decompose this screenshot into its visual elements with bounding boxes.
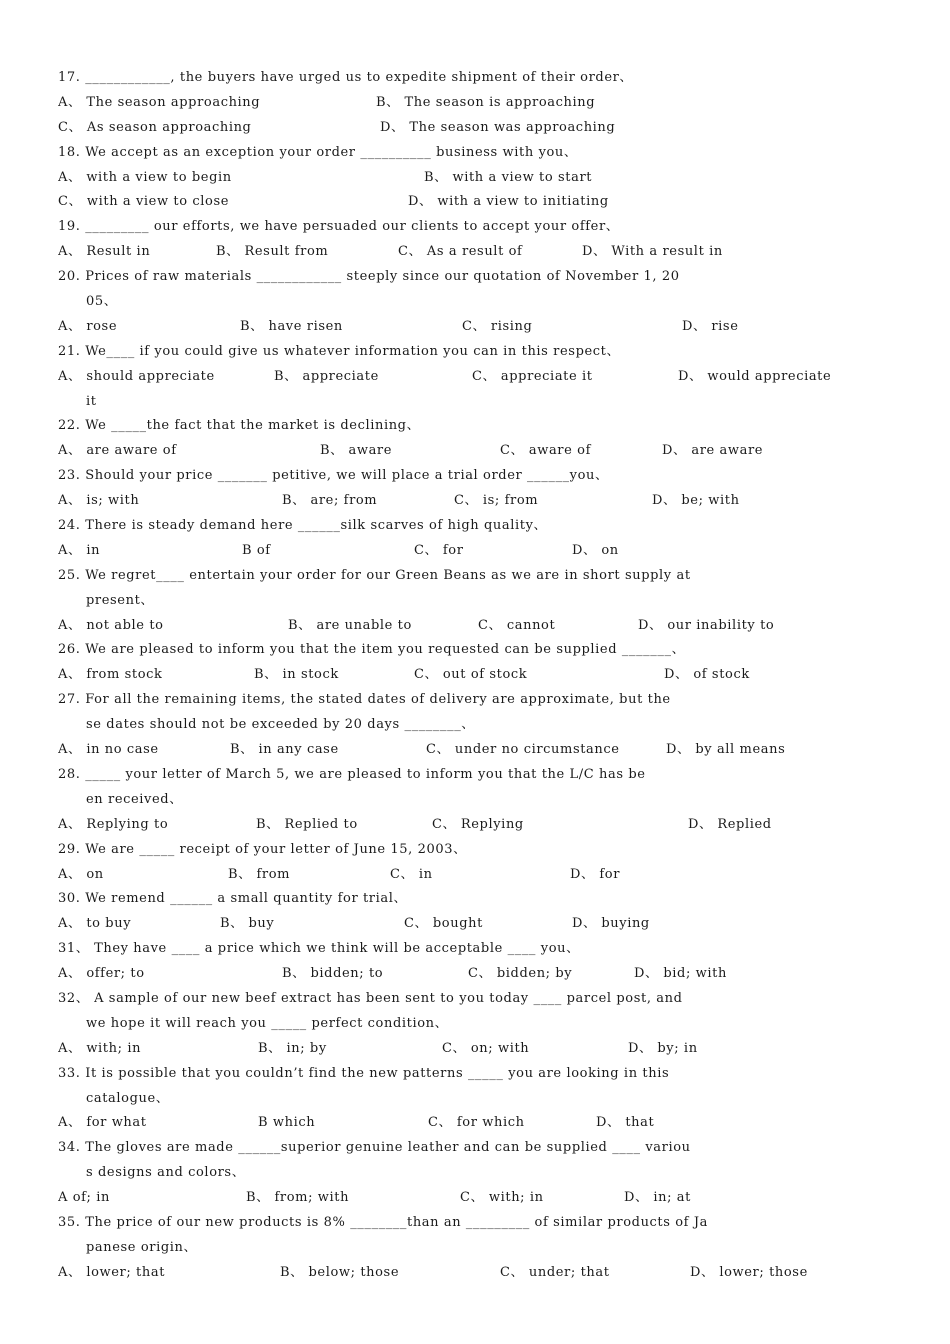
- option-d: D、 lower; those: [690, 1264, 808, 1280]
- option-c: C、 for: [414, 542, 464, 558]
- option-c: C、 on; with: [442, 1040, 530, 1056]
- option-c: C、 for which: [428, 1115, 525, 1131]
- option-a: A、 Result in: [58, 244, 151, 260]
- option-b: B、 from; with: [246, 1190, 350, 1206]
- question-22-options: [58, 439, 900, 464]
- option-b: B、 buy: [220, 916, 275, 932]
- question-24-options: [58, 539, 900, 564]
- option-b: B、 appreciate: [274, 368, 379, 384]
- question-22-stem: 22. We _____the fact that the market is declining、: [58, 418, 421, 434]
- option-c: C、 out of stock: [414, 667, 528, 683]
- question-20-options: [58, 315, 900, 340]
- option-a: A、 to buy: [58, 916, 132, 932]
- option-d: D、 on: [572, 542, 619, 558]
- question-17-options: [58, 91, 900, 116]
- option-b: B、 are unable to: [288, 617, 412, 633]
- option-a: A、 in: [58, 542, 101, 558]
- option-b: B、 are; from: [282, 493, 378, 509]
- option-b: B、 have risen: [240, 318, 343, 334]
- option-d: D、 buying: [572, 916, 650, 932]
- option-c: C、 As a result of: [398, 244, 523, 260]
- option-a: A、 with; in: [58, 1040, 142, 1056]
- question-17-stem: 17. ____________, the buyers have urged us to expedite shipment of their order、: [58, 70, 634, 85]
- question-21-stem: 21. We____ if you could give us whatever information you can in this respect、: [58, 343, 621, 359]
- option-d: D、 in; at: [624, 1190, 691, 1206]
- question-33-options: [58, 1111, 900, 1136]
- option-d: D、 be; with: [652, 493, 740, 509]
- option-a: A、 on: [58, 866, 104, 882]
- option-d: D、 The season was approaching: [380, 119, 616, 135]
- option-d: D、 our inability to: [638, 617, 775, 633]
- question-32-stem-cont: we hope it will reach you _____ perfect condition、: [86, 1015, 449, 1031]
- question-19-stem: 19. _________ our efforts, we have persuaded our clients to accept your offer、: [58, 219, 620, 235]
- option-a: A、 from stock: [58, 667, 163, 683]
- option-b: B of: [242, 542, 271, 558]
- question-30-stem: 30. We remend ______ a small quantity for trial、: [58, 891, 408, 907]
- question-33-stem-cont: catalogue、: [86, 1090, 170, 1106]
- question-18-options-2: [58, 190, 900, 215]
- option-a: A of; in: [58, 1190, 111, 1206]
- option-c: C、 bought: [404, 916, 483, 932]
- option-a: A、 is; with: [58, 493, 140, 509]
- question-21-options: [58, 365, 900, 390]
- option-b: B、 with a view to start: [424, 169, 593, 185]
- question-31-stem: 31、 They have ____ a price which we think will be acceptable ____ you、: [58, 941, 580, 957]
- option-d: D、 of stock: [664, 667, 750, 683]
- option-c: C、 rising: [462, 318, 533, 334]
- option-b: B、 Result from: [216, 244, 329, 260]
- question-34-stem-cont: s designs and colors、: [86, 1165, 246, 1181]
- option-a: A、 offer; to: [58, 966, 145, 982]
- option-d: D、 by; in: [628, 1040, 698, 1056]
- option-a: A、 Replying to: [58, 816, 169, 832]
- question-20-stem: 20. Prices of raw materials ____________ steeply since our quotation of November 1, 20: [58, 269, 680, 285]
- option-c: C、 in: [390, 866, 433, 882]
- option-b: B which: [258, 1115, 316, 1131]
- option-d: D、 Replied: [688, 816, 772, 832]
- question-18-stem: 18. We accept as an exception your order __________ business with you、: [58, 144, 578, 160]
- question-23-stem: 23. Should your price _______ petitive, we will place a trial order ______you、: [58, 468, 609, 484]
- question-28-options: [58, 813, 900, 838]
- option-b: B、 The season is approaching: [376, 94, 596, 110]
- option-b: B、 below; those: [280, 1264, 400, 1280]
- question-32-stem: 32、 A sample of our new beef extract has been sent to you today ____ parcel post, and: [58, 990, 683, 1006]
- question-20-stem-cont: 05、: [86, 294, 118, 310]
- option-d: D、 bid; with: [634, 966, 727, 982]
- option-c: C、 cannot: [478, 617, 556, 633]
- option-a: A、 The season approaching: [58, 94, 261, 110]
- question-25-stem-cont: present、: [86, 592, 154, 608]
- question-29-options: [58, 863, 900, 888]
- option-d: D、 would appreciate: [678, 368, 832, 384]
- question-27-options: [58, 738, 900, 763]
- question-25-stem: 25. We regret____ entertain your order for our Green Beans as we are in short supply at: [58, 567, 691, 583]
- question-35-stem-cont: panese origin、: [86, 1239, 198, 1255]
- question-26-stem: 26. We are pleased to inform you that the item you requested can be supplied _______、: [58, 642, 686, 658]
- option-c: C、 bidden; by: [468, 966, 573, 982]
- option-d: D、 that: [596, 1115, 655, 1131]
- option-b: B、 from: [228, 866, 291, 882]
- option-a: A、 with a view to begin: [58, 169, 232, 185]
- question-19-options: [58, 240, 900, 265]
- option-c: C、 appreciate it: [472, 368, 593, 384]
- option-c: C、 under no circumstance: [426, 742, 620, 758]
- question-28-stem-cont: en received、: [86, 791, 183, 807]
- option-d: D、 by all means: [666, 742, 786, 758]
- question-34-stem: 34. The gloves are made ______superior genuine leather and can be supplied ____ variou: [58, 1140, 691, 1156]
- option-a: A、 in no case: [58, 742, 159, 758]
- question-33-stem: 33. It is possible that you couldn’t find the new patterns _____ you are looking in this: [58, 1065, 670, 1081]
- question-27-stem-cont: se dates should not be exceeded by 20 days ________、: [86, 717, 475, 733]
- option-c: C、 Replying: [432, 816, 524, 832]
- option-b: B、 bidden; to: [282, 966, 384, 982]
- option-b: B、 in stock: [254, 667, 339, 683]
- option-d: D、 are aware: [662, 443, 764, 459]
- question-28-stem: 28. _____ your letter of March 5, we are pleased to inform you that the L/C has be: [58, 766, 646, 782]
- question-32-options: [58, 1037, 900, 1062]
- option-b: B、 aware: [320, 443, 393, 459]
- question-30-options: [58, 912, 900, 937]
- question-35-options: [58, 1261, 900, 1286]
- question-18-options: [58, 166, 900, 191]
- option-a: A、 are aware of: [58, 443, 177, 459]
- question-21-options-cont: it: [86, 393, 97, 409]
- option-c: C、 with a view to close: [58, 194, 230, 210]
- question-31-options: [58, 962, 900, 987]
- option-a: A、 rose: [58, 318, 118, 334]
- option-a: A、 for what: [58, 1115, 147, 1131]
- option-b: B、 in any case: [230, 742, 339, 758]
- option-c: C、 aware of: [500, 443, 591, 459]
- option-d: D、 rise: [682, 318, 739, 334]
- option-a: A、 should appreciate: [58, 368, 215, 384]
- question-27-stem: 27. For all the remaining items, the stated dates of delivery are approximate, but the: [58, 692, 671, 708]
- question-26-options: [58, 663, 900, 688]
- option-a: A、 not able to: [58, 617, 164, 633]
- question-17-options-2: [58, 116, 900, 141]
- option-d: D、 with a view to initiating: [408, 194, 609, 210]
- option-c: C、 is; from: [454, 493, 539, 509]
- option-b: B、 in; by: [258, 1040, 327, 1056]
- option-c: C、 with; in: [460, 1190, 544, 1206]
- option-c: C、 under; that: [500, 1264, 610, 1280]
- question-35-stem: 35. The price of our new products is 8% ________than an _________ of similar products of Ja: [58, 1214, 708, 1230]
- question-29-stem: 29. We are _____ receipt of your letter of June 15, 2003、: [58, 841, 467, 857]
- option-d: D、 for: [570, 866, 621, 882]
- question-23-options: [58, 489, 900, 514]
- option-c: C、 As season approaching: [58, 119, 252, 135]
- option-b: B、 Replied to: [256, 816, 358, 832]
- question-25-options: [58, 614, 900, 639]
- option-a: A、 lower; that: [58, 1264, 166, 1280]
- option-d: D、 With a result in: [582, 244, 723, 260]
- question-34-options: [58, 1186, 900, 1211]
- question-24-stem: 24. There is steady demand here ______silk scarves of high quality、: [58, 518, 548, 534]
